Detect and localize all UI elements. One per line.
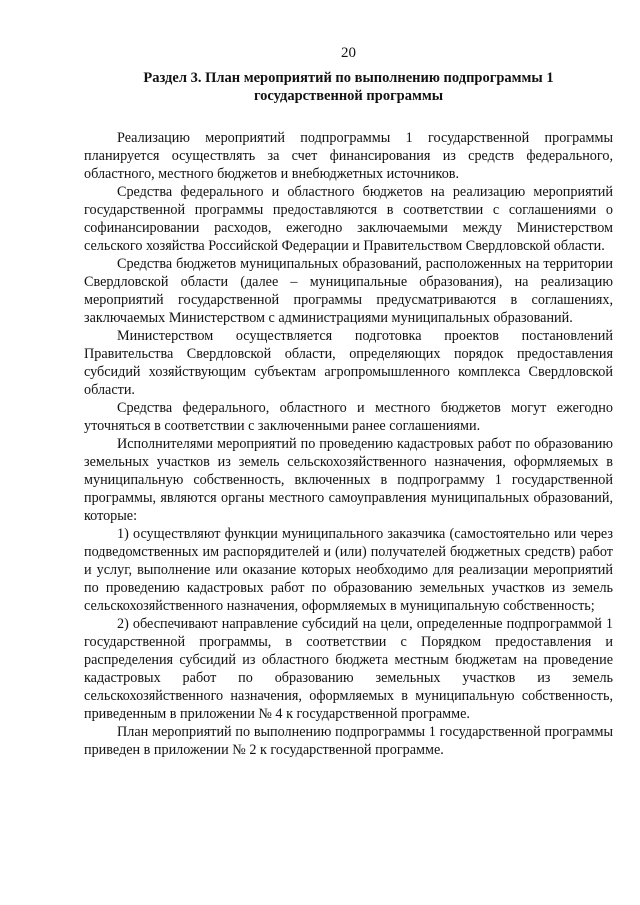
page-number: 20 xyxy=(341,45,356,61)
paragraph-municipal-budgets: Средства бюджетов муниципальных образований, расположенных на территории Свердловской области (далее – муниципальные образования), на реализацию мероприятий государственной программы предусматриваются в соглашениях, заключаемых Министерством с администрациями муниципальных образований. xyxy=(84,256,613,326)
paragraph-plan-reference: План мероприятий по выполнению подпрограммы 1 государственной программы приведен в приложении № 2 к государственной программе. xyxy=(84,724,613,758)
paragraph-item-2: 2) обеспечивают направление субсидий на цели, определенные подпрограммой 1 государственной программы, в соответствии с Порядком предоставления и распределения субсидий из областного бюджета местным бюджетам на проведение кадастровых работ по образованию земельных участков из земель сельскохозяйственного назначения, оформляемых в муниципальную собственность, приведенным в приложении № 4 к государственной программе. xyxy=(84,616,613,722)
body-text xyxy=(84,129,613,759)
paragraph-annual-adjustment: Средства федерального, областного и местного бюджетов могут ежегодно уточняться в соответствии с заключенными ранее соглашениями. xyxy=(84,400,613,434)
paragraph-ministry-resolutions: Министерством осуществляется подготовка проектов постановлений Правительства Свердловской области, определяющих порядок предоставления субсидий хозяйствующим субъектам агропромышленного комплекса Свердловской области. xyxy=(84,328,613,398)
paragraph-executors: Исполнителями мероприятий по проведению кадастровых работ по образованию земельных участков из земель сельскохозяйственного назначения, оформляемых в муниципальную собственность, включенных в подпрограмму 1 государственной программы, являются органы местного самоуправления муниципальных образований, которые: xyxy=(84,436,613,524)
paragraph-federal-regional-funds: Средства федерального и областного бюджетов на реализацию мероприятий государственной программы предоставляются в соответствии с соглашениями о софинансировании расходов, ежегодно заключаемыми между Министерством сельского хозяйства Российской Федерации и Правительством Свердловской области. xyxy=(84,184,613,254)
paragraph-financing-sources: Реализацию мероприятий подпрограммы 1 государственной программы планируется осуществлять за счет финансирования из средств федерального, областного, местного бюджетов и внебюджетных источников. xyxy=(84,130,613,182)
section-title: Раздел 3. План мероприятий по выполнению подпрограммы 1 государственной программы xyxy=(143,70,554,104)
paragraph-item-1: 1) осуществляют функции муниципального заказчика (самостоятельно или через подведомственных им распорядителей и (или) получателей бюджетных средств) работ и услуг, выполнение или оказание которых необходимо для реализации мероприятий по проведению кадастровых работ по образованию земельных участков из земель сельскохозяйственного назначения, оформляемых в муниципальную собственность; xyxy=(84,526,613,614)
